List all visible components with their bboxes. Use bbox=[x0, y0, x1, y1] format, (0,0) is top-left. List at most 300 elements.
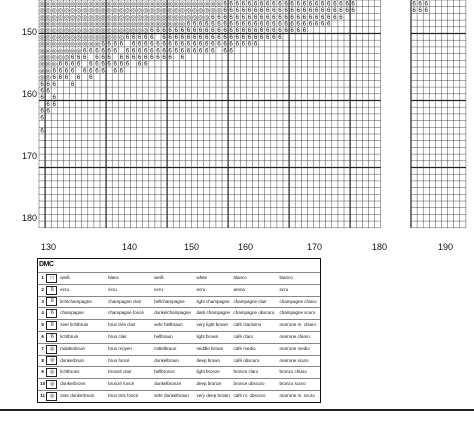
stitch-symbol: 6 bbox=[266, 13, 270, 21]
legend-name-pt: marrone chiaro bbox=[279, 333, 310, 339]
stitch-symbol: ◎ bbox=[57, 14, 63, 21]
stitch-symbol: 6 bbox=[162, 53, 166, 61]
stitch-symbol: ◎ bbox=[216, 1, 222, 8]
legend-symbol: 6 bbox=[46, 297, 57, 306]
stitch-symbol: ◎ bbox=[45, 1, 51, 8]
legend-name-en: light champagne bbox=[196, 298, 230, 304]
stitch-symbol: ◎ bbox=[204, 14, 210, 21]
stitch-symbol: 6 bbox=[235, 27, 239, 35]
stitch-symbol: 6 bbox=[278, 33, 282, 41]
stitch-symbol: 6 bbox=[89, 47, 93, 55]
stitch-symbol: 6 bbox=[52, 74, 56, 82]
stitch-symbol: 6 bbox=[113, 40, 117, 48]
stitch-symbol: ◎ bbox=[57, 28, 63, 35]
stitch-symbol: ◎ bbox=[198, 8, 204, 15]
legend-name-en: light bronze bbox=[196, 369, 220, 375]
stitch-symbol: 6 bbox=[308, 20, 313, 28]
stitch-symbol: ◎ bbox=[39, 41, 45, 48]
stitch-symbol: ◎ bbox=[185, 14, 192, 21]
stitch-symbol: 6 bbox=[266, 33, 270, 41]
stitch-symbol: 6 bbox=[308, 13, 313, 21]
stitch-symbol: 6 bbox=[107, 47, 111, 55]
stitch-symbol: ◎ bbox=[45, 14, 51, 21]
legend-row bbox=[38, 378, 320, 390]
stitch-symbol: ◎ bbox=[161, 1, 167, 8]
stitch-symbol: 6 bbox=[131, 33, 136, 41]
stitch-symbol: 6 bbox=[235, 20, 239, 28]
stitch-symbol: 6 bbox=[211, 27, 215, 35]
stitch-symbol: ◎ bbox=[88, 28, 94, 35]
stitch-symbol: 6 bbox=[162, 40, 166, 48]
stitch-symbol: 6 bbox=[229, 7, 233, 15]
stitch-symbol: ◎ bbox=[100, 28, 106, 35]
stitch-symbol: ◎ bbox=[179, 14, 185, 21]
stitch-symbol: 6 bbox=[284, 0, 288, 8]
legend-number: 3 bbox=[41, 298, 44, 304]
legend-symbol: 6 bbox=[46, 333, 57, 342]
column-label: 180 bbox=[372, 242, 388, 252]
stitch-symbol: 6 bbox=[198, 20, 203, 28]
legend-symbol: 6 bbox=[46, 321, 57, 330]
stitch-symbol: 6 bbox=[174, 27, 178, 35]
stitch-symbol: ◎ bbox=[179, 21, 185, 28]
stitch-symbol: 6 bbox=[107, 60, 111, 68]
legend-symbol: □ bbox=[46, 274, 57, 283]
stitch-symbol: 6 bbox=[46, 107, 50, 115]
stitch-symbol: 6 bbox=[137, 47, 142, 55]
stitch-symbol: 6 bbox=[308, 0, 313, 8]
stitch-symbol: ◎ bbox=[137, 28, 143, 35]
stitch-symbol: ◎ bbox=[118, 14, 124, 21]
legend-name-it: ecru bbox=[154, 286, 163, 292]
stitch-symbol: ◎ bbox=[118, 8, 124, 15]
stitch-symbol: ◎ bbox=[94, 8, 100, 15]
legend-symbol: ◎ bbox=[46, 368, 57, 377]
row-label: 170 bbox=[22, 151, 38, 161]
stitch-symbol: ◎ bbox=[69, 8, 76, 15]
stitch-symbol: 6 bbox=[235, 33, 239, 41]
legend-name-fr: champagne foncé bbox=[108, 310, 144, 316]
stitch-symbol: 6 bbox=[290, 13, 294, 21]
stitch-symbol: ◎ bbox=[124, 14, 131, 21]
legend-name-en: deep brown bbox=[196, 357, 221, 363]
stitch-symbol: 6 bbox=[40, 114, 44, 122]
stitch-symbol: ◎ bbox=[88, 14, 94, 21]
stitch-symbol: 6 bbox=[58, 74, 63, 82]
stitch-symbol: 6 bbox=[247, 7, 252, 15]
stitch-symbol: ◎ bbox=[191, 1, 198, 8]
stitch-symbol: 6 bbox=[168, 47, 172, 55]
stitch-symbol: 6 bbox=[131, 47, 136, 55]
stitch-symbol: 6 bbox=[211, 47, 215, 55]
legend-name-es: café clarísimo bbox=[233, 322, 262, 328]
stitch-symbol: 6 bbox=[180, 27, 185, 35]
legend-name-pt: bronzo scuro bbox=[279, 381, 306, 387]
stitch-symbol: 6 bbox=[278, 27, 282, 35]
legend-name-it: dunkelbraun bbox=[154, 357, 179, 363]
legend-name-es: blanco bbox=[233, 275, 247, 280]
stitch-symbol: ◎ bbox=[82, 41, 88, 48]
stitch-symbol: ◎ bbox=[39, 1, 45, 8]
stitch-symbol: ◎ bbox=[88, 8, 94, 15]
stitch-symbol: 6 bbox=[278, 7, 282, 15]
stitch-symbol: 6 bbox=[272, 13, 276, 21]
stitch-symbol: ◎ bbox=[137, 14, 143, 21]
stitch-symbol: 6 bbox=[150, 47, 154, 55]
stitch-symbol: ◎ bbox=[82, 21, 88, 28]
stitch-symbol: ◎ bbox=[51, 28, 57, 35]
legend-name-en: dark champagne bbox=[196, 310, 231, 316]
stitch-symbol: 6 bbox=[339, 7, 343, 15]
stitch-symbol: 6 bbox=[327, 13, 331, 21]
stitch-symbol: 6 bbox=[266, 7, 270, 15]
stitch-symbol: 6 bbox=[205, 47, 209, 55]
stitch-symbol: 6 bbox=[327, 20, 331, 28]
stitch-symbol: 6 bbox=[223, 13, 227, 21]
stitch-symbol: 6 bbox=[144, 60, 148, 68]
stitch-symbol: ◎ bbox=[124, 28, 131, 35]
legend-name-de: ecru bbox=[60, 286, 70, 292]
legend-row bbox=[38, 296, 320, 308]
stitch-symbol: 6 bbox=[424, 0, 428, 8]
stitch-symbol: ◎ bbox=[112, 8, 118, 15]
stitch-symbol: 6 bbox=[211, 40, 215, 48]
stitch-symbol: 6 bbox=[180, 40, 185, 48]
stitch-symbol: 6 bbox=[241, 27, 246, 35]
legend-name-en: very light brown bbox=[196, 322, 229, 328]
stitch-symbol: 6 bbox=[302, 13, 307, 21]
stitch-symbol: ◎ bbox=[143, 8, 149, 15]
legend-name-de: middenbruin bbox=[60, 345, 86, 351]
legend-row bbox=[38, 284, 320, 296]
stitch-symbol: 6 bbox=[180, 47, 185, 55]
stitch-symbol: 6 bbox=[314, 0, 319, 8]
stitch-symbol: ◎ bbox=[63, 1, 70, 8]
stitch-symbol: ◎ bbox=[106, 1, 112, 8]
row-label: 180 bbox=[22, 213, 38, 223]
stitch-symbol: ◎ bbox=[94, 21, 100, 28]
stitch-symbol: ◎ bbox=[88, 1, 94, 8]
stitch-symbol: 6 bbox=[314, 7, 319, 15]
stitch-symbol: 6 bbox=[150, 53, 154, 61]
legend-name-fr: brun moyen bbox=[108, 345, 132, 351]
stitch-symbol: ◎ bbox=[204, 8, 210, 15]
legend-symbol: ◎ bbox=[46, 380, 57, 389]
stitch-symbol: 6 bbox=[46, 87, 50, 95]
stitch-symbol: 6 bbox=[95, 47, 99, 55]
legend-name-fr: bronzé foncé bbox=[108, 381, 135, 387]
stitch-symbol: 6 bbox=[150, 33, 154, 41]
stitch-symbol: 6 bbox=[296, 7, 300, 15]
stitch-symbol: 6 bbox=[125, 53, 130, 61]
stitch-symbol: 6 bbox=[247, 33, 252, 41]
stitch-symbol: 6 bbox=[40, 107, 44, 115]
stitch-symbol: 6 bbox=[217, 27, 221, 35]
stitch-symbol: ◎ bbox=[94, 28, 100, 35]
column-label: 190 bbox=[438, 242, 454, 252]
stitch-symbol: ◎ bbox=[82, 34, 88, 41]
stitch-symbol: 6 bbox=[211, 33, 215, 41]
legend-symbol: 6 bbox=[46, 286, 57, 295]
stitch-symbol: 6 bbox=[137, 53, 142, 61]
stitch-symbol: 6 bbox=[272, 27, 276, 35]
stitch-symbol: 6 bbox=[235, 0, 239, 8]
stitch-symbol: ◎ bbox=[149, 14, 155, 21]
stitch-symbol: ◎ bbox=[39, 34, 45, 41]
stitch-symbol: ◎ bbox=[100, 1, 106, 8]
stitch-symbol: ◎ bbox=[124, 8, 131, 15]
stitch-symbol: 6 bbox=[223, 27, 227, 35]
stitch-symbol: 6 bbox=[95, 53, 99, 61]
stitch-symbol: ◎ bbox=[69, 48, 76, 55]
stitch-symbol: 6 bbox=[223, 47, 227, 55]
stitch-symbol: ◎ bbox=[100, 14, 106, 21]
legend-name-es: café medio bbox=[233, 345, 256, 351]
stitch-symbol: 6 bbox=[70, 80, 75, 88]
legend-name-en: middle brown bbox=[196, 345, 224, 351]
stitch-symbol: ◎ bbox=[88, 34, 94, 41]
stitch-symbol: 6 bbox=[223, 33, 227, 41]
stitch-symbol: 6 bbox=[253, 33, 258, 41]
stitch-symbol: 6 bbox=[58, 60, 63, 68]
legend-name-pt: champagne scuro bbox=[279, 310, 316, 316]
row-label: 150 bbox=[22, 27, 38, 37]
stitch-symbol: ◎ bbox=[106, 21, 112, 28]
stitch-symbol: 6 bbox=[119, 40, 124, 48]
stitch-symbol: 6 bbox=[247, 13, 252, 21]
stitch-symbol: 6 bbox=[223, 40, 227, 48]
stitch-symbol: ◎ bbox=[51, 61, 57, 68]
stitch-symbol: 6 bbox=[259, 13, 264, 21]
stitch-symbol: 6 bbox=[64, 60, 69, 68]
stitch-symbol: ◎ bbox=[173, 8, 179, 15]
stitch-symbol: 6 bbox=[192, 27, 197, 35]
stitch-symbol: 6 bbox=[345, 0, 349, 8]
stitch-symbol: 6 bbox=[259, 20, 264, 28]
stitch-symbol: 6 bbox=[131, 40, 136, 48]
stitch-symbol: ◎ bbox=[167, 8, 173, 15]
stitch-symbol: 6 bbox=[192, 40, 197, 48]
stitch-symbol: ◎ bbox=[191, 8, 198, 15]
stitch-symbol: 6 bbox=[52, 67, 56, 75]
stitch-symbol: 6 bbox=[314, 13, 319, 21]
stitch-symbol: 6 bbox=[168, 53, 172, 61]
stitch-symbol: ◎ bbox=[173, 1, 179, 8]
stitch-symbol: 6 bbox=[290, 27, 294, 35]
stitch-symbol: 6 bbox=[107, 53, 111, 61]
stitch-symbol: 6 bbox=[272, 7, 276, 15]
stitch-symbol: 6 bbox=[52, 80, 56, 88]
stitch-symbol: 6 bbox=[253, 7, 258, 15]
stitch-symbol: 6 bbox=[320, 0, 325, 8]
legend-name-es: arena bbox=[233, 286, 246, 292]
stitch-symbol: ◎ bbox=[57, 48, 63, 55]
stitch-symbol: ◎ bbox=[137, 8, 143, 15]
stitch-symbol: 6 bbox=[320, 7, 325, 15]
stitch-symbol: 6 bbox=[174, 47, 178, 55]
stitch-symbol: 6 bbox=[192, 33, 197, 41]
stitch-symbol: ◎ bbox=[137, 1, 143, 8]
stitch-symbol: ◎ bbox=[155, 14, 161, 21]
stitch-symbol: 6 bbox=[76, 53, 81, 61]
legend-name-es: café m. obscuro bbox=[233, 392, 266, 398]
stitch-symbol: 6 bbox=[229, 40, 233, 48]
legend-name-pt: bianco bbox=[279, 275, 293, 280]
stitch-symbol: 6 bbox=[205, 33, 209, 41]
stitch-symbol: ◎ bbox=[51, 54, 57, 61]
stitch-symbol: 6 bbox=[241, 0, 246, 8]
stitch-symbol: ◎ bbox=[100, 34, 106, 41]
legend-name-es: café claro bbox=[233, 333, 254, 339]
stitch-symbol: 6 bbox=[339, 13, 343, 21]
stitch-symbol: 6 bbox=[412, 0, 416, 8]
stitch-symbol: 6 bbox=[259, 33, 264, 41]
legend-symbol: ◎ bbox=[46, 345, 57, 354]
legend-number: 4 bbox=[41, 310, 44, 316]
stitch-symbol: ◎ bbox=[76, 21, 82, 28]
stitch-symbol: ◎ bbox=[118, 28, 124, 35]
legend-name-de: champagne bbox=[60, 310, 84, 316]
stitch-symbol: ◎ bbox=[69, 1, 76, 8]
stitch-symbol: 6 bbox=[253, 13, 258, 21]
stitch-symbol: ◎ bbox=[130, 21, 137, 28]
legend-number: 11 bbox=[40, 392, 45, 398]
stitch-symbol: 6 bbox=[125, 47, 130, 55]
stitch-symbol: 6 bbox=[211, 13, 215, 21]
legend-number: 7 bbox=[41, 345, 44, 351]
stitch-symbol: 6 bbox=[46, 100, 50, 108]
legend-name-es: bronce claro bbox=[233, 369, 259, 375]
legend-row bbox=[38, 366, 320, 378]
stitch-symbol: 6 bbox=[89, 60, 93, 68]
stitch-symbol: ◎ bbox=[69, 34, 76, 41]
stitch-symbol: 6 bbox=[95, 67, 99, 75]
stitch-symbol: 6 bbox=[76, 60, 81, 68]
page-bottom-rule bbox=[0, 409, 474, 411]
stitch-symbol: ◎ bbox=[118, 1, 124, 8]
stitch-symbol: 6 bbox=[241, 33, 246, 41]
stitch-symbol: 6 bbox=[162, 47, 166, 55]
legend-name-es: café obscuro bbox=[233, 357, 260, 363]
stitch-symbol: 6 bbox=[40, 87, 44, 95]
stitch-symbol: 6 bbox=[272, 0, 276, 8]
stitch-symbol: 6 bbox=[125, 33, 130, 41]
stitch-symbol: 6 bbox=[125, 60, 130, 68]
stitch-symbol: ◎ bbox=[82, 28, 88, 35]
stitch-symbol: 6 bbox=[156, 40, 160, 48]
stitch-symbol: ◎ bbox=[45, 48, 51, 55]
stitch-symbol: 6 bbox=[168, 33, 172, 41]
stitch-symbol: ◎ bbox=[51, 14, 57, 21]
stitch-symbol: 6 bbox=[302, 7, 307, 15]
stitch-symbol: ◎ bbox=[57, 21, 63, 28]
stitch-symbol: ◎ bbox=[161, 21, 167, 28]
stitch-symbol: 6 bbox=[119, 53, 124, 61]
legend-name-it: hellbronze bbox=[154, 369, 175, 375]
stitch-symbol: 6 bbox=[174, 40, 178, 48]
stitch-symbol: 6 bbox=[290, 7, 294, 15]
legend-name-fr: brun très clair bbox=[108, 322, 136, 328]
legend-number: 9 bbox=[41, 369, 44, 375]
stitch-symbol: 6 bbox=[278, 13, 282, 21]
stitch-symbol: 6 bbox=[290, 20, 294, 28]
stitch-symbol: ◎ bbox=[57, 34, 63, 41]
stitch-symbol: 6 bbox=[253, 0, 258, 8]
stitch-symbol: ◎ bbox=[69, 41, 76, 48]
stitch-symbol: 6 bbox=[101, 67, 105, 75]
stitch-symbol: 6 bbox=[174, 33, 178, 41]
stitch-symbol: 6 bbox=[253, 40, 258, 48]
stitch-symbol: 6 bbox=[70, 60, 75, 68]
stitch-symbol: ◎ bbox=[63, 34, 70, 41]
stitch-symbol: 6 bbox=[229, 13, 233, 21]
legend-name-de: zeer donkerbruin bbox=[60, 392, 95, 398]
legend-name-it: dunkelbronze bbox=[154, 381, 182, 387]
stitch-symbol: 6 bbox=[223, 0, 227, 8]
stitch-symbol: ◎ bbox=[106, 14, 112, 21]
stitch-symbol: ◎ bbox=[185, 8, 192, 15]
legend-name-fr: bronzé clair bbox=[108, 369, 132, 375]
stitch-symbol: ◎ bbox=[76, 48, 82, 55]
stitch-symbol: ◎ bbox=[76, 8, 82, 15]
legend-name-pt: marrone scuro bbox=[279, 357, 309, 363]
legend-row bbox=[38, 307, 320, 319]
legend-number: 10 bbox=[40, 381, 46, 387]
stitch-symbol: ◎ bbox=[51, 8, 57, 15]
legend-name-es: champagne clair bbox=[233, 298, 267, 304]
legend-name-it: sehr hellbraun bbox=[154, 322, 183, 328]
stitch-symbol: ◎ bbox=[130, 28, 137, 35]
stitch-symbol: ◎ bbox=[149, 8, 155, 15]
stitch-symbol: ◎ bbox=[112, 1, 118, 8]
stitch-symbol: 6 bbox=[101, 60, 105, 68]
stitch-symbol: 6 bbox=[235, 13, 239, 21]
stitch-symbol: 6 bbox=[333, 7, 337, 15]
legend-row bbox=[38, 319, 320, 331]
stitch-symbol: ◎ bbox=[198, 14, 204, 21]
legend-name-de: lichtbruin bbox=[60, 333, 79, 339]
stitch-symbol: ◎ bbox=[143, 1, 149, 8]
stitch-symbol: 6 bbox=[83, 47, 87, 55]
legend-name-it: hellchampagne bbox=[154, 298, 185, 304]
legend-name-pt: champagne chiaro bbox=[279, 298, 317, 304]
stitch-symbol: 6 bbox=[186, 20, 191, 28]
legend-name-fr: champagne clair bbox=[108, 298, 142, 304]
stitch-symbol: 6 bbox=[284, 27, 288, 35]
stitch-symbol: 6 bbox=[162, 33, 166, 41]
legend-name-de: lichtchampagne bbox=[60, 298, 92, 304]
stitch-symbol: 6 bbox=[180, 53, 185, 61]
legend-name-pt: marrone medio bbox=[279, 345, 310, 351]
legend-name-fr: blanc bbox=[108, 275, 119, 280]
stitch-symbol: ◎ bbox=[210, 8, 216, 15]
stitch-symbol: 6 bbox=[266, 27, 270, 35]
stitch-symbol: 6 bbox=[144, 47, 148, 55]
stitch-symbol: 6 bbox=[70, 67, 75, 75]
legend-name-pt: bronzo chiaro bbox=[279, 369, 307, 375]
stitch-symbol: ◎ bbox=[204, 1, 210, 8]
stitch-symbol: 6 bbox=[412, 7, 416, 15]
stitch-symbol: 6 bbox=[247, 20, 252, 28]
legend-name-it: hellbraun bbox=[154, 333, 173, 339]
stitch-symbol: 6 bbox=[40, 127, 44, 135]
stitch-symbol: 6 bbox=[180, 33, 185, 41]
legend-name-fr: écru bbox=[108, 286, 117, 292]
legend-symbol: 6 bbox=[46, 309, 57, 318]
stitch-symbol: 6 bbox=[192, 47, 197, 55]
stitch-symbol: ◎ bbox=[149, 1, 155, 8]
stitch-symbol: 6 bbox=[40, 94, 44, 102]
